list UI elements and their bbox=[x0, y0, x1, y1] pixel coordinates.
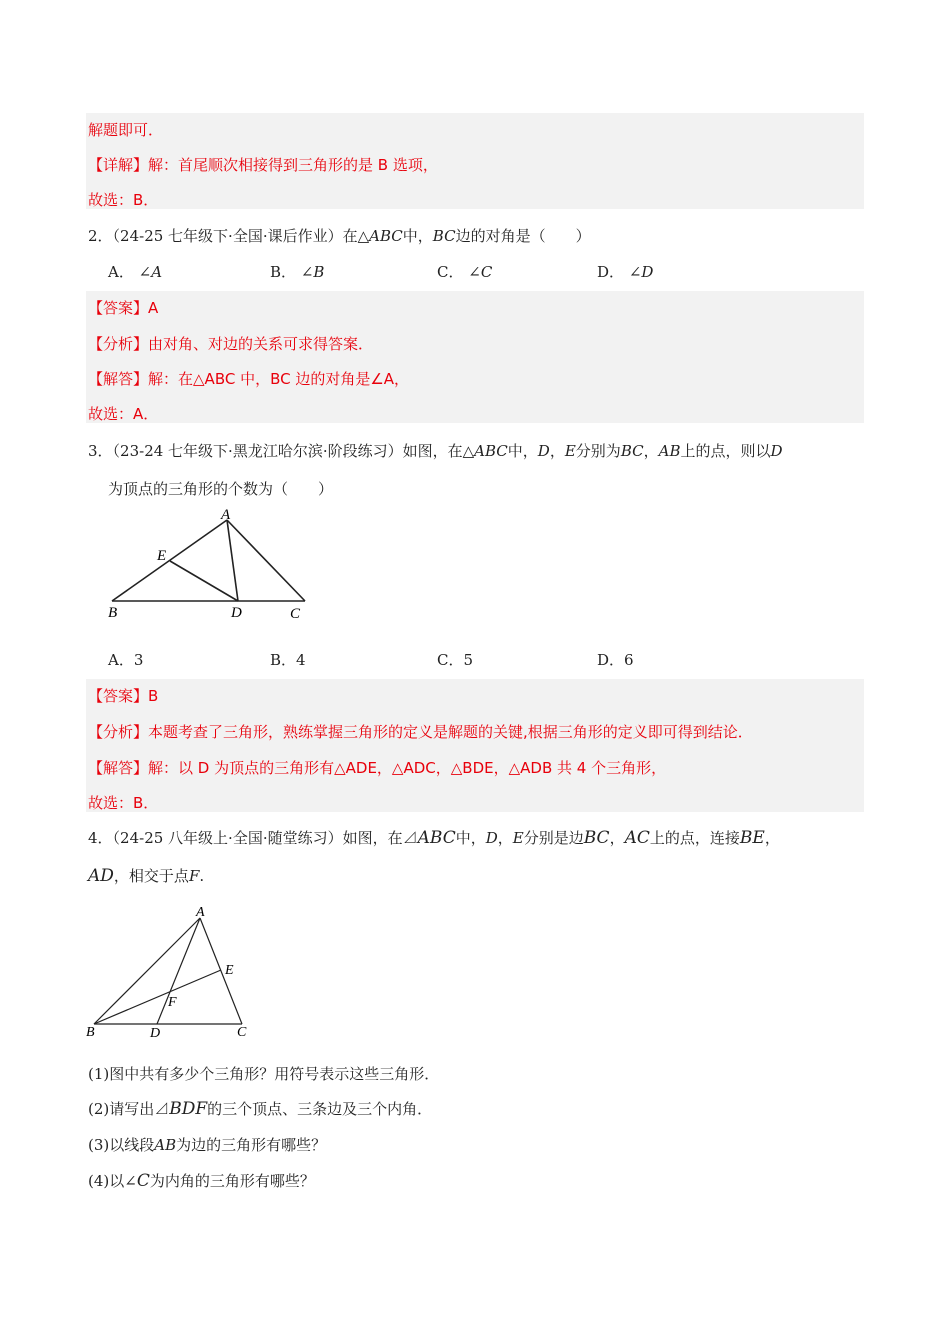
question-text: 分别是边 bbox=[523, 829, 584, 847]
label-b: B bbox=[86, 1025, 95, 1040]
math-bc: BC bbox=[583, 828, 610, 848]
sub-question-2 bbox=[88, 1098, 432, 1119]
solution-block-2 bbox=[86, 291, 864, 423]
option-label: B． bbox=[270, 651, 297, 669]
solution-tag: 【解答】 bbox=[88, 370, 149, 388]
label-e: E bbox=[225, 963, 234, 978]
math-ab: AB bbox=[658, 442, 681, 460]
solution-text: 解题即可． bbox=[88, 121, 164, 139]
question-text: 中， bbox=[402, 227, 433, 245]
solution-text: 解：以 D 为顶点的三角形有△ADE，△ADC，△BDE，△ADB 共 4 个三角形， bbox=[148, 759, 667, 777]
math-c: C bbox=[136, 1171, 150, 1191]
math-d: D bbox=[537, 442, 550, 460]
segment-ba bbox=[94, 918, 200, 1024]
option-c[interactable] bbox=[437, 261, 492, 282]
figure-q4 bbox=[80, 900, 260, 1045]
question-text: 在△ bbox=[342, 227, 370, 245]
question-text: ，相交于点 bbox=[113, 867, 189, 885]
question-text: 中， bbox=[507, 442, 538, 460]
question-text: 分别为 bbox=[575, 442, 621, 460]
detail-text: 解：首尾顺次相接得到三角形的是 B 选项， bbox=[148, 156, 438, 174]
question-text: 的三个顶点、三条边及三个内角． bbox=[207, 1100, 433, 1118]
math-ab: AB bbox=[154, 1136, 177, 1154]
option-label: A． bbox=[108, 651, 134, 669]
question-text: ， bbox=[643, 442, 659, 460]
analysis-line bbox=[88, 333, 373, 354]
segment-ad bbox=[157, 918, 200, 1024]
label-b: B bbox=[108, 605, 118, 621]
question-2 bbox=[88, 225, 591, 246]
question-number: 4． bbox=[88, 829, 113, 847]
label-c: C bbox=[290, 606, 301, 622]
math-d: D bbox=[770, 442, 783, 460]
option-label: D． bbox=[597, 263, 625, 281]
question-text: 边的对角是（ ） bbox=[455, 227, 591, 245]
question-text: ， bbox=[764, 829, 780, 847]
choose-line: 故选：A． bbox=[88, 405, 159, 423]
answer-value: B bbox=[148, 687, 159, 705]
option-label: B． bbox=[270, 263, 297, 281]
label-f: F bbox=[168, 995, 177, 1010]
sub-question-1: (1)图中共有多少个三角形？用符号表示这些三角形． bbox=[88, 1065, 440, 1083]
math-f: F bbox=[188, 867, 200, 885]
option-b[interactable] bbox=[270, 261, 324, 282]
solution-block-3 bbox=[86, 679, 864, 812]
question-text: ， bbox=[549, 442, 565, 460]
question-text: ， bbox=[497, 829, 513, 847]
figure-q3 bbox=[100, 500, 320, 625]
question-text: (4)以∠ bbox=[88, 1172, 137, 1190]
question-text: (2)请写出⊿ bbox=[88, 1100, 170, 1118]
analysis-text: 由对角、对边的关系可求得答案． bbox=[148, 335, 374, 353]
question-source: （24-25 七年级下·全国·课后作业） bbox=[112, 227, 343, 245]
sub-question-4 bbox=[88, 1170, 315, 1191]
option-d[interactable] bbox=[597, 649, 634, 670]
question-text: ， bbox=[609, 829, 625, 847]
question-source: （24-25 八年级上·全国·随堂练习） bbox=[112, 829, 343, 847]
option-label: D． bbox=[597, 651, 625, 669]
question-number: 3． bbox=[88, 442, 113, 460]
label-e: E bbox=[157, 548, 167, 564]
answer-line bbox=[88, 685, 158, 706]
choose-line: 故选：B． bbox=[88, 191, 159, 209]
detail-line bbox=[88, 154, 438, 175]
math-e: E bbox=[564, 442, 576, 460]
analysis-line bbox=[88, 721, 753, 742]
solution-line bbox=[88, 757, 666, 778]
option-c[interactable] bbox=[437, 649, 473, 670]
answer-tag: 【答案】 bbox=[88, 687, 149, 705]
option-a[interactable] bbox=[108, 649, 143, 670]
choose-line: 故选：B． bbox=[88, 794, 159, 812]
answer-value: A bbox=[148, 299, 159, 317]
math-bc: BC bbox=[620, 442, 644, 460]
math-abc: ABC bbox=[417, 828, 456, 848]
solution-tag: 【解答】 bbox=[88, 759, 149, 777]
label-a: A bbox=[221, 507, 231, 523]
option-value: 5 bbox=[463, 651, 474, 669]
question-text: 上的点，连接 bbox=[649, 829, 740, 847]
option-value: ∠C bbox=[468, 263, 493, 281]
question-text: 为内角的三角形有哪些？ bbox=[149, 1172, 315, 1190]
option-value: ∠B bbox=[300, 263, 325, 281]
option-label: A． bbox=[108, 263, 134, 281]
answer-tag: 【答案】 bbox=[88, 299, 149, 317]
answer-line bbox=[88, 297, 158, 318]
analysis-tag: 【分析】 bbox=[88, 723, 149, 741]
solution-text: 解：在△ABC 中，BC 边的对角是∠A， bbox=[148, 370, 410, 388]
option-value: 6 bbox=[624, 651, 634, 669]
option-d[interactable] bbox=[597, 261, 653, 282]
math-e: E bbox=[512, 829, 524, 847]
question-4-line2 bbox=[88, 865, 204, 886]
segment-ba bbox=[112, 520, 227, 601]
solution-line bbox=[88, 368, 409, 389]
option-label: C． bbox=[437, 651, 464, 669]
sub-question-3 bbox=[88, 1134, 326, 1155]
label-d: D bbox=[231, 605, 242, 621]
option-value: 3 bbox=[133, 651, 144, 669]
segment-ad bbox=[227, 520, 238, 601]
label-d: D bbox=[150, 1026, 161, 1041]
option-label: C． bbox=[437, 263, 464, 281]
question-text: 上的点，则以 bbox=[680, 442, 771, 460]
math-be: BE bbox=[739, 828, 765, 848]
segment-ac bbox=[227, 520, 305, 601]
math-abc: ABC bbox=[474, 442, 508, 460]
segment-ac bbox=[200, 918, 242, 1024]
question-text: 中， bbox=[455, 829, 486, 847]
question-3-line2: 为顶点的三角形的个数为（ ） bbox=[108, 480, 334, 498]
label-c: C bbox=[237, 1025, 247, 1040]
analysis-text: 本题考查了三角形，熟练掌握三角形的定义是解题的关键,根据三角形的定义即可得到结论． bbox=[148, 723, 753, 741]
math-ac: AC bbox=[624, 828, 650, 848]
question-text: . bbox=[199, 867, 205, 885]
option-value: 4 bbox=[296, 651, 306, 669]
question-source: （23-24 七年级下·黑龙江哈尔滨·阶段练习） bbox=[112, 442, 403, 460]
math-abc: ABC bbox=[369, 227, 403, 245]
math-d: D bbox=[485, 829, 498, 847]
option-a[interactable] bbox=[108, 261, 162, 282]
segment-be bbox=[94, 970, 221, 1024]
question-4 bbox=[88, 827, 780, 848]
math-bc: BC bbox=[432, 227, 456, 245]
option-value: ∠A bbox=[138, 263, 163, 281]
math-bdf: BDF bbox=[169, 1099, 208, 1119]
question-text: 为边的三角形有哪些？ bbox=[176, 1136, 327, 1154]
question-3 bbox=[88, 440, 783, 461]
detail-tag: 【详解】 bbox=[88, 156, 149, 174]
question-text: (3)以线段 bbox=[88, 1136, 155, 1154]
question-text: 如图，在△ bbox=[402, 442, 475, 460]
math-ad: AD bbox=[88, 866, 114, 886]
question-number: 2． bbox=[88, 227, 113, 245]
analysis-tag: 【分析】 bbox=[88, 335, 149, 353]
option-value: ∠D bbox=[628, 263, 654, 281]
option-b[interactable] bbox=[270, 649, 306, 670]
question-text: 如图，在⊿ bbox=[342, 829, 418, 847]
segment-ed bbox=[170, 561, 238, 601]
label-a: A bbox=[196, 905, 205, 920]
